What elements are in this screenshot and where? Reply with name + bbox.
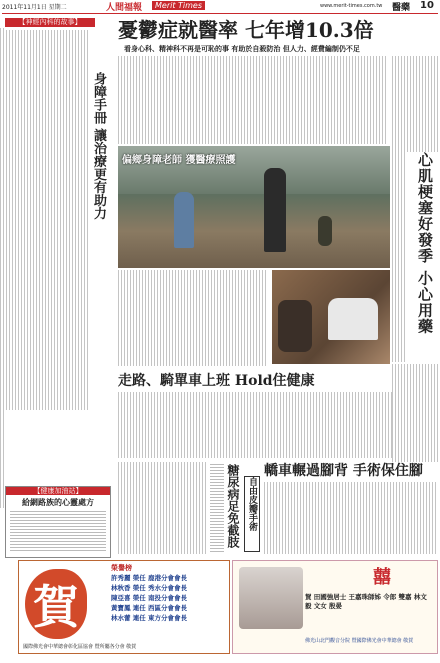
- issue-date: 2011年11月1日 星期二: [2, 4, 67, 11]
- honor-list: [111, 573, 227, 623]
- main-headline: 憂鬱症就醫率 七年增10.3倍: [118, 18, 374, 42]
- photo-patient-figure: [278, 300, 312, 352]
- right-low-text: [392, 364, 438, 462]
- honor-item: 林水蕾 連任 東方分會會長: [111, 614, 188, 622]
- left-column-text: [6, 30, 90, 410]
- honor-ad-mark: 賀: [33, 580, 79, 634]
- honor-item: 許秀麗 榮任 鹿港分會會長: [111, 574, 188, 582]
- page-number: 10: [420, 0, 434, 11]
- sub-headline: 看身心科、精神科不再是可恥的事 有助於自殺防治 但人力、經費編制仍不足: [124, 45, 360, 53]
- honor-item: 黃寶鳳 連任 西區分會會長: [111, 604, 188, 612]
- side-headline: 身障手冊 讓治療更有助力: [90, 72, 108, 222]
- photo-child2-figure: [318, 216, 332, 246]
- wedding-title: 賀 田國強居士 王嘉珠師姊 令郎 雙嘉 林文毅 文女 殷晏: [305, 593, 427, 610]
- column-tag: 【神經內科的故事】: [5, 18, 95, 27]
- crush-article-text: [264, 482, 438, 554]
- photo-caption: 偏鄉身障老師 獲醫療照護: [122, 155, 236, 166]
- wedding-xi: 囍: [373, 567, 391, 588]
- wedding-footer: 佛光山北門觀音分院 暨國際佛光會中華總會 敬賀: [305, 638, 414, 644]
- diabetes-side-text: [210, 464, 224, 552]
- diabetes-article-text: [118, 462, 208, 554]
- paper-name-en: Merit Times: [152, 1, 205, 10]
- honor-item: 陳亞喜 榮任 南投分會會長: [111, 594, 188, 602]
- diabetes-tag: 自由皮瓣手術: [244, 476, 260, 552]
- bike-headline: 走路、騎單車上班 Hold住健康: [118, 373, 315, 389]
- lead-article-text: [118, 56, 388, 144]
- middle-article-text: [118, 270, 268, 366]
- honor-item: 林秋香 榮任 秀水分會會長: [111, 584, 188, 592]
- right-top-text: [392, 56, 438, 152]
- honor-ad: [18, 560, 230, 654]
- paper-name: 人間福報: [106, 3, 143, 13]
- health-box-tag: 【健康加油站】: [6, 487, 110, 495]
- left-edge-text: [0, 28, 6, 508]
- wedding-photo: [239, 567, 303, 629]
- website: www.merit-times.com.tw: [320, 3, 383, 9]
- diabetes-headline: 糖尿病足免截肢: [226, 464, 240, 548]
- photo-teacher-figure: [264, 168, 286, 252]
- wedding-ad: [232, 560, 438, 654]
- photo-child-figure: [174, 192, 194, 248]
- section-name: 醫藥: [392, 3, 411, 13]
- health-box-text: [10, 511, 106, 553]
- health-box: [5, 486, 111, 558]
- crush-headline: 轎車輾過腳背 手術保住腳: [264, 463, 423, 479]
- right-headline: 心肌梗塞好發季 小心用藥: [416, 152, 434, 335]
- right-mid-text: [392, 152, 406, 362]
- photo-doctor-figure: [328, 298, 378, 340]
- photo-clinic: [272, 270, 390, 364]
- masthead: [2, 0, 438, 13]
- honor-ad-header: 榮譽榜: [111, 564, 132, 572]
- honor-ad-footer: 國際佛光會中華總會彰化區協會 暨所屬各分會 敬賀: [23, 644, 137, 650]
- health-box-title: 給網路族的心靈處方: [22, 498, 94, 507]
- bike-article-text: [118, 392, 392, 458]
- photo-teacher: [118, 146, 390, 268]
